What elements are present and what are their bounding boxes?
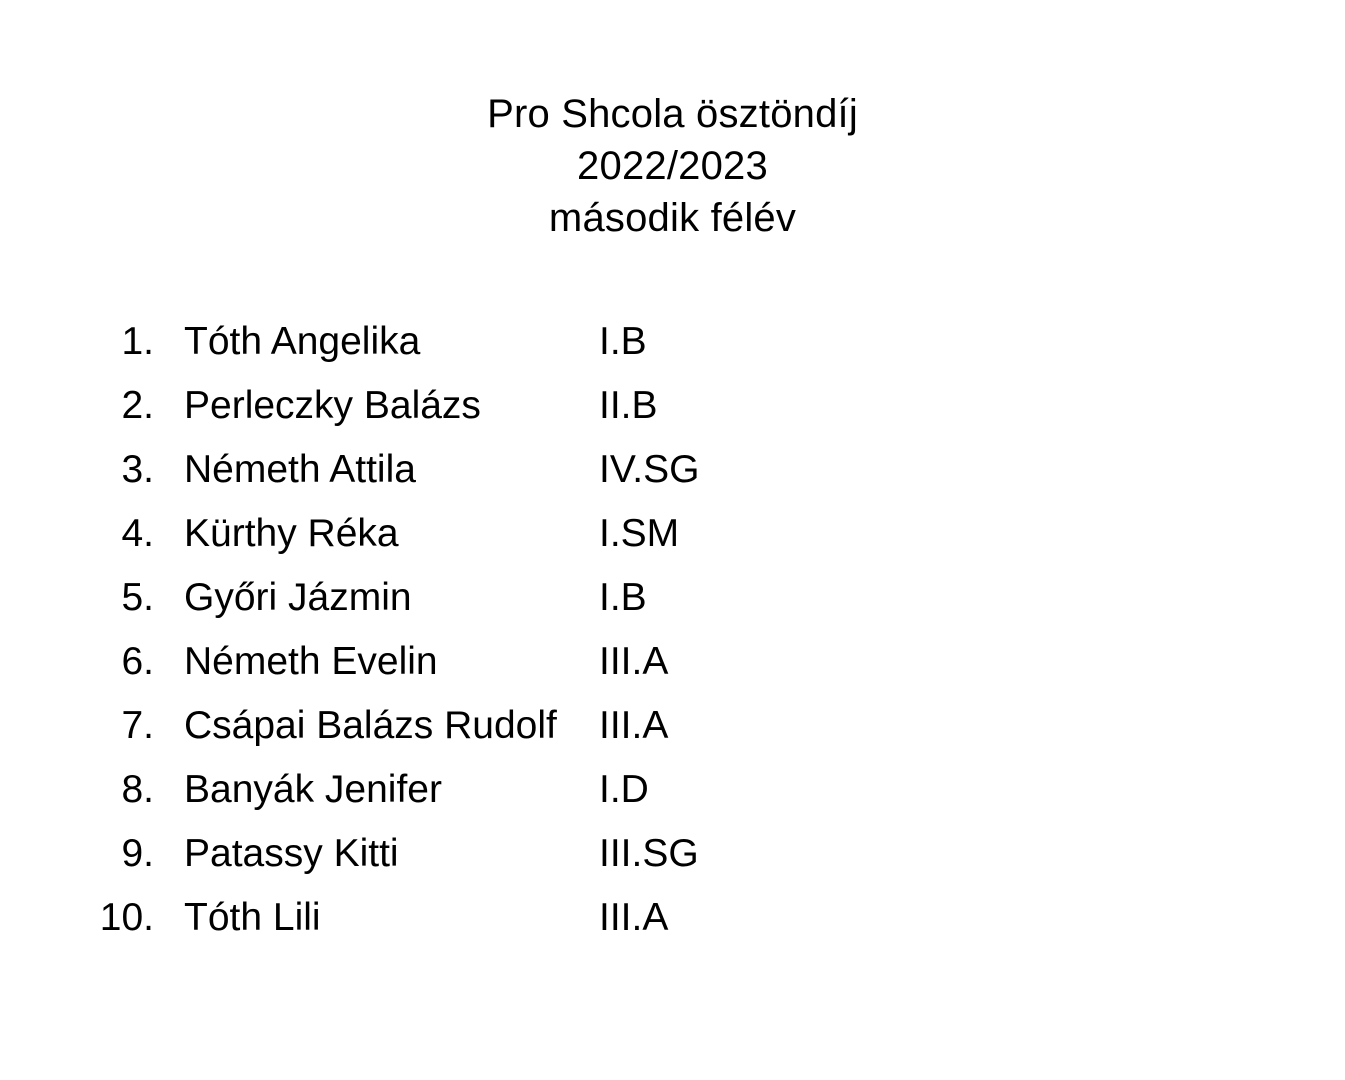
list-item — [0, 438, 1345, 502]
list-item-class: III.A — [599, 704, 669, 747]
title-line-1: Pro Shcola ösztöndíj — [487, 92, 858, 136]
list-item-name: Banyák Jenifer — [184, 768, 442, 811]
list-item-class: I.D — [599, 768, 649, 811]
list-item-rank: 10. — [99, 896, 154, 939]
list-item — [0, 886, 1345, 950]
list-item-class: I.SM — [599, 512, 680, 555]
list-item-name: Győri Jázmin — [184, 576, 412, 619]
list-item-rank: 6. — [121, 640, 154, 683]
list-item — [0, 310, 1345, 374]
list-item-rank: 4. — [121, 512, 154, 555]
list-item — [0, 502, 1345, 566]
title-line-3: második félév — [548, 196, 797, 240]
list-item — [0, 566, 1345, 630]
list-item — [0, 374, 1345, 438]
list-item — [0, 758, 1345, 822]
list-item-rank: 2. — [121, 384, 154, 427]
list-item — [0, 822, 1345, 886]
list-item-name: Perleczky Balázs — [184, 384, 481, 427]
list-item — [0, 694, 1345, 758]
list-item-rank: 5. — [121, 576, 154, 619]
list-item-rank: 7. — [121, 704, 154, 747]
list-item-name: Németh Attila — [184, 448, 416, 491]
list-item-class: I.B — [599, 320, 647, 363]
list-item-class: II.B — [599, 384, 658, 427]
list-item-class: III.SG — [599, 832, 699, 875]
list-item-name: Tóth Angelika — [184, 320, 421, 363]
list-item-name: Kürthy Réka — [184, 512, 399, 555]
list-item-class: I.B — [599, 576, 647, 619]
list-item-name: Csápai Balázs Rudolf — [184, 704, 557, 747]
list-item-class: III.A — [599, 896, 669, 939]
list-item-rank: 1. — [121, 320, 154, 363]
list-item-rank: 9. — [121, 832, 154, 875]
recipient-list — [0, 310, 1345, 950]
list-item — [0, 630, 1345, 694]
list-item-rank: 8. — [121, 768, 154, 811]
list-item-class: IV.SG — [599, 448, 700, 491]
page-title — [0, 0, 1345, 244]
title-line-2: 2022/2023 — [577, 144, 768, 188]
list-item-name: Tóth Lili — [184, 896, 321, 939]
list-item-name: Patassy Kitti — [184, 832, 399, 875]
list-item-rank: 3. — [121, 448, 154, 491]
list-item-class: III.A — [599, 640, 669, 683]
list-item-name: Németh Evelin — [184, 640, 438, 683]
